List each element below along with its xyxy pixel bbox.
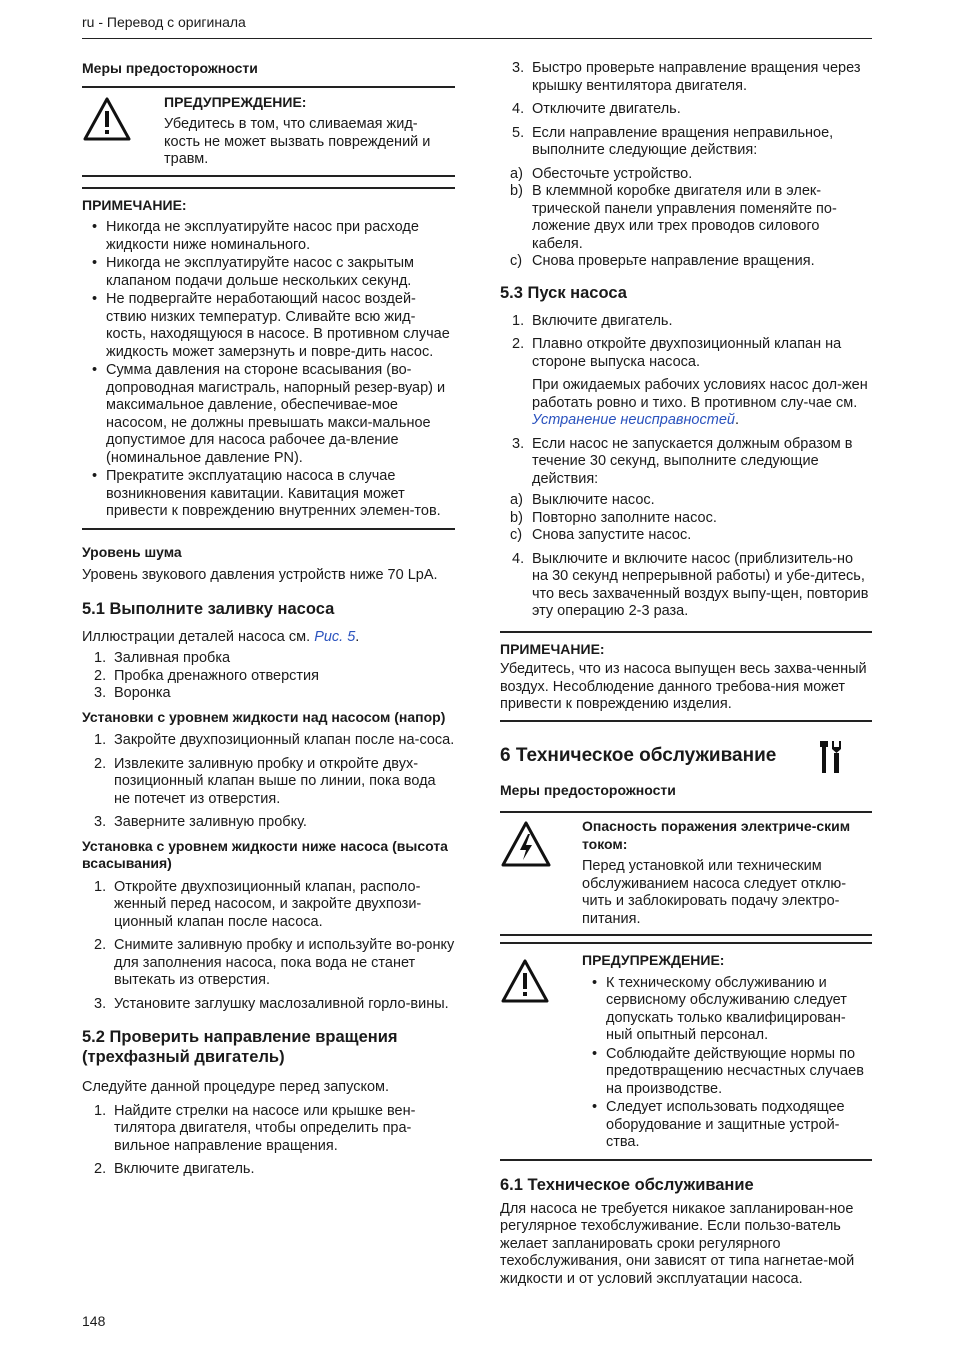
- above-title: Установки с уровнем жидкости над насосом (напор): [82, 708, 446, 725]
- section-5-2-title: 5.2 Проверить направление вращения (трехфазный двигатель): [82, 1028, 398, 1066]
- warning-text: Убедитесь в том, что сливаемая жид-кость не может вызвать повреждений и травм.: [164, 116, 431, 167]
- list-item: • Сумма давления на стороне всасывания (во-допроводная магистраль, напорный резер-вуар) и максимальное давление, обеспечивае-мое насосом, не должны превышать макси-мальное допустимое для насоса рабочее да-вление (номинальное давление PN).: [82, 362, 455, 467]
- list-item: • Прекратите эксплуатацию насоса в случае возникновения кавитации. Кавитация может привести к повреждению внутренних элемен-тов.: [82, 468, 455, 521]
- s52-substeps: [500, 166, 872, 271]
- list-item: • Следует использовать подходящее оборудование и защитные устрой-ства.: [582, 1099, 872, 1152]
- s51-list: [82, 650, 455, 703]
- list-item: 3. Если насос не запускается должным образом в течение 30 секунд, выполните следующие действия:: [512, 435, 853, 487]
- s53-step2-para: При ожидаемых рабочих условиях насос дол-жен работать ровно и тихо. В противном слу-чае см. Устранение неисправностей.: [532, 377, 868, 428]
- list-item: 3. Заверните заливную пробку.: [94, 814, 307, 830]
- warning-title: ПРЕДУПРЕЖДЕНИЕ:: [164, 93, 307, 110]
- list-item: • Соблюдайте действующие нормы по предотвращению несчастных случаев на производстве.: [582, 1046, 872, 1099]
- list-item: 1. Заливная пробка: [94, 650, 231, 666]
- s51-intro: Иллюстрации деталей насоса см. Рис. 5.: [82, 628, 360, 645]
- list-item: 5. Если направление вращения неправильное, выполните следующие действия:: [512, 124, 834, 158]
- s53-step4: [500, 551, 872, 621]
- list-item: 3. Быстро проверьте направление вращения через крышку вентилятора двигателя.: [512, 60, 861, 94]
- list-item: • Никогда не эксплуатируйте насос при расходе жидкости ниже номинального.: [82, 219, 455, 254]
- list-item: 3. Установите заглушку маслозаливной горло-вины.: [94, 995, 449, 1012]
- list-item: a) Выключите насос.: [510, 492, 655, 508]
- above-steps: [82, 732, 455, 832]
- note-title-2: ПРИМЕЧАНИЕ:: [500, 640, 605, 657]
- below-title: Установка с уровнем жидкости ниже насоса (высота всасывания): [82, 837, 448, 871]
- list-item: b) Повторно заполните насос.: [510, 509, 717, 526]
- electric-hazard-title: Опасность поражения электриче-ским током:: [582, 818, 851, 852]
- warning-title-2: ПРЕДУПРЕЖДЕНИЕ:: [582, 952, 725, 968]
- list-item: 1. Включите двигатель.: [512, 312, 673, 329]
- s61-text: Для насоса не требуется никакое запланирован-ное регулярное техобслуживание. Если пользо-ватель желает запланировать сроки регулярного техобслуживания, они зависят от типа нагнетае-мой жидкости и от условий эксплуатации насоса.: [500, 1200, 855, 1287]
- list-item: 4. Выключите и включите насос (приблизитель-но на 30 секунд непрерывной работы) и убе-дитесь, что весь захваченный воздух выпу-щен, повторив эту операцию 2-3 раза.: [512, 550, 869, 619]
- list-item: • Никогда не эксплуатируйте насос с закрытым клапаном подачи дольше нескольких секунд.: [82, 255, 455, 290]
- list-item: c) Снова запустите насос.: [510, 527, 692, 543]
- precautions-title: Меры предосторожности: [82, 60, 258, 76]
- list-item: 1. Закройте двухпозиционный клапан после на-соса.: [94, 732, 455, 748]
- s52-steps-cont: [500, 60, 872, 160]
- list-item: 2. Включите двигатель.: [94, 1161, 255, 1177]
- warning-list: [582, 975, 872, 1152]
- list-item: a) Обесточьте устройство.: [510, 165, 693, 182]
- list-item: b) В клеммной коробке двигателя или в элек-трической панели управления поменяйте по-ложение двух или трех проводов силового кабеля.: [510, 183, 837, 252]
- list-item: • К техническому обслуживанию и сервисному обслуживанию следует допускать только квалифицирован-ный опытный персонал.: [582, 975, 872, 1045]
- below-steps: [82, 879, 455, 1014]
- right-column: [500, 60, 872, 1296]
- note-box: [82, 187, 455, 530]
- electric-hazard-text: Перед установкой или техническим обслуживанием насоса следует отклю-чить и заблокировать подачу электро-питания.: [582, 858, 847, 927]
- maintenance-tools-icon: [818, 739, 844, 781]
- troubleshooting-link[interactable]: Устранение неисправностей: [532, 412, 735, 428]
- list-item: • Не подвергайте неработающий насос воздей-ствию низких температур. Сливайте всю жид-кость, находящуюся в насосе. В противном случае жидкость может замерзнуть и повре-дить насос.: [82, 291, 455, 361]
- list-item: 3. Воронка: [94, 685, 171, 701]
- electric-hazard-icon: [500, 818, 582, 928]
- warning-triangle-icon: [500, 952, 582, 1153]
- s6-precautions-title: Меры предосторожности: [500, 781, 676, 798]
- s53-substeps: [500, 492, 872, 545]
- section-5-3-title: 5.3 Пуск насоса: [500, 283, 627, 302]
- s53-steps: [500, 313, 872, 489]
- page-header: ru - Перевод с оригинала: [82, 14, 246, 30]
- warning-box-2: [500, 942, 872, 1161]
- note-text-2: Убедитесь, что из насоса выпущен весь захва-ченный воздух. Несоблюдение данного требова-ния может привести к повреждению изделия.: [500, 661, 867, 712]
- note-title: ПРИМЕЧАНИЕ:: [82, 196, 187, 213]
- list-item: 4. Отключите двигатель.: [512, 101, 681, 117]
- list-item: 2. Плавно откройте двухпозиционный клапан на стороне выпуска насоса. При ожидаемых рабочих условиях насос дол-жен работать ровно и тихо. В противном слу-чае см. Устранение неисправностей.: [500, 336, 872, 430]
- list-item: 2. Извлеките заливную пробку и откройте двух-позиционный клапан выше по линии, пока вода не потечет из отверстия.: [94, 755, 436, 807]
- warning-triangle-icon: [82, 94, 164, 169]
- list-item: 1. Откройте двухпозиционный клапан, располо-женный перед насосом, и закройте двухпози-ционный клапан после насоса.: [94, 878, 422, 930]
- warning-box: [82, 86, 455, 177]
- s52-steps: [82, 1103, 455, 1179]
- electric-hazard-box: [500, 811, 872, 936]
- page-number: 148: [82, 1313, 106, 1329]
- left-column: [82, 60, 455, 1185]
- note-box-2: [500, 631, 872, 722]
- section-5-1-title: 5.1 Выполните заливку насоса: [82, 599, 335, 618]
- list-item: 1. Найдите стрелки на насосе или крышке вен-тилятора двигателя, чтобы определить пра-вильное направление вращения.: [94, 1102, 416, 1154]
- section-6-1-title: 6.1 Техническое обслуживание: [500, 1175, 754, 1194]
- header-rule: [82, 38, 872, 39]
- list-item: 2. Пробка дренажного отверстия: [94, 667, 320, 684]
- section-6-title: 6 Техническое обслуживание: [500, 744, 777, 766]
- list-item: c) Снова проверьте направление вращения.: [510, 253, 815, 269]
- note-list: [82, 219, 455, 521]
- section-6-heading: [500, 744, 872, 768]
- fig-5-link[interactable]: Рис. 5: [314, 628, 356, 645]
- list-item: 2. Снимите заливную пробку и используйте во-ронку для заполнения насоса, пока вода не станет вытекать из отверстия.: [94, 937, 455, 988]
- noise-title: Уровень шума: [82, 543, 182, 560]
- s52-intro: Следуйте данной процедуре перед запуском.: [82, 1079, 390, 1095]
- noise-text: Уровень звукового давления устройств ниже 70 LpA.: [82, 567, 438, 583]
